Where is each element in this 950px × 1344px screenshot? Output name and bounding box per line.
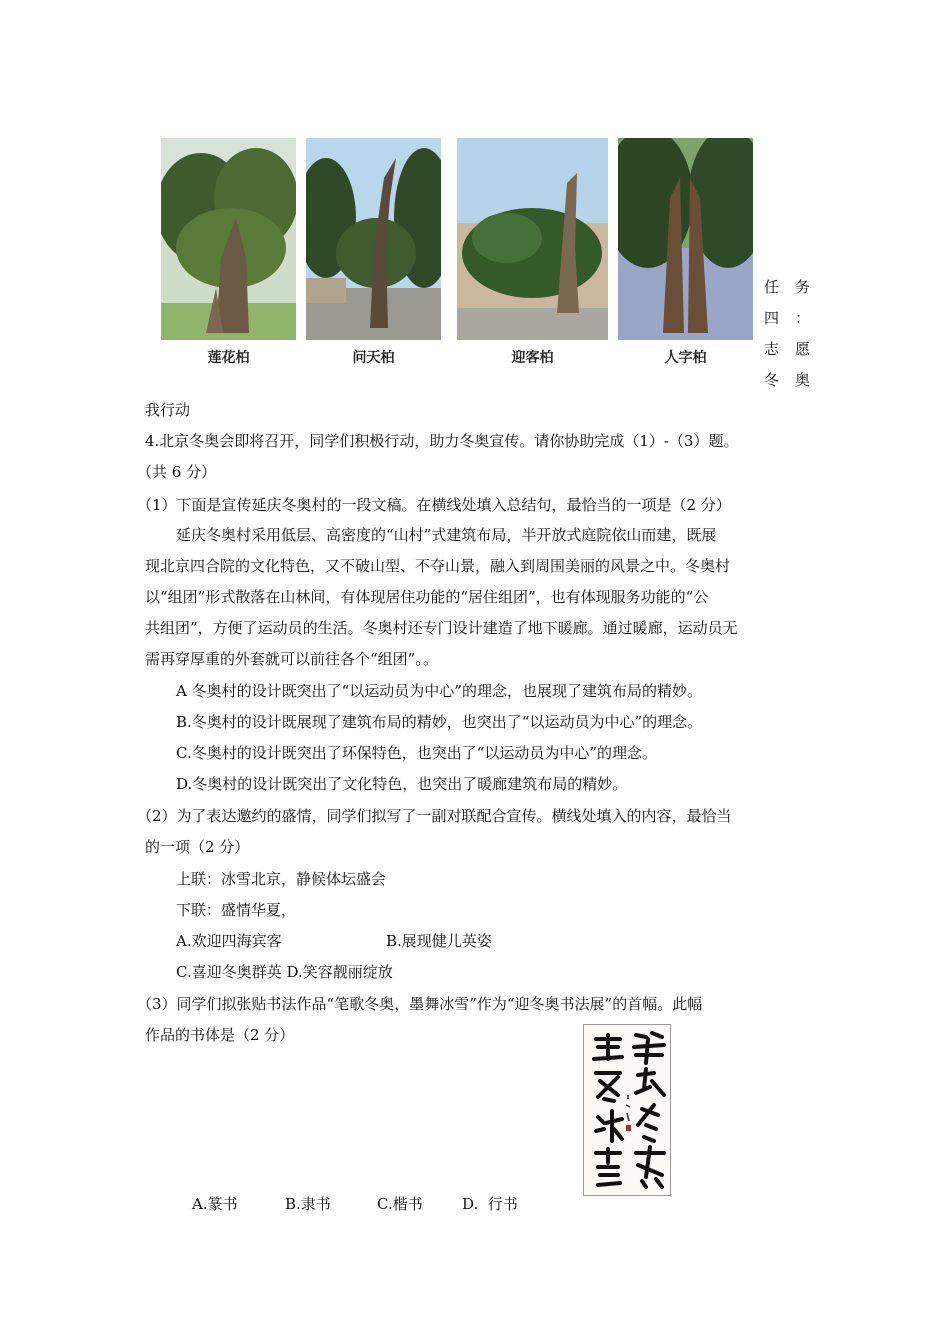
q4-part1-passage-line: 需再穿厚重的外套就可以前往各个“组团”。。	[145, 650, 438, 668]
q4-part1-stem: （1）下面是宣传延庆冬奥村的一段文稿。在横线处填入总结句，最恰当的一项是（2 分）	[137, 496, 731, 514]
task-heading-char: 奥	[794, 371, 810, 389]
photo-wentian-cypress	[306, 138, 441, 340]
task-heading-char: 冬	[764, 371, 780, 389]
task-heading-char: 愿	[794, 340, 810, 358]
q4-part2-option-cd: C.喜迎冬奥群英 D.笑容靓丽绽放	[176, 963, 393, 981]
task-heading-line	[764, 307, 810, 328]
photo-lianhua-cypress	[161, 138, 296, 340]
q4-part1-passage-line: 共组团”，方便了运动员的生活。冬奥村还专门设计建造了地下暖廊。通过暖廊，运动员无	[145, 619, 738, 637]
tree-image	[457, 138, 608, 340]
photo-caption: 迎客柏	[511, 350, 554, 366]
task-heading-char: 四	[764, 309, 780, 327]
task-heading-line	[764, 338, 810, 359]
photo-caption: 问天柏	[352, 350, 395, 366]
q4-part1-option-c: C.冬奥村的设计既突出了环保特色，也突出了“以运动员为中心”的理念。	[176, 744, 658, 762]
tree-image	[161, 138, 296, 340]
q4-part3-option-b: B.隶书	[285, 1195, 331, 1213]
q4-part3-option-a: A.篆书	[192, 1195, 238, 1213]
q4-intro-points: （共 6 分）	[137, 463, 217, 481]
q4-part1-option-b: B.冬奥村的设计既展现了建筑布局的精妙，也突出了“以运动员为中心”的理念。	[176, 713, 703, 731]
q4-part2-stem: （2）为了表达邀约的盛情，同学们拟写了一副对联配合宣传。横线处填入的内容，最恰当	[137, 807, 732, 825]
q4-part3-option-d: D. 行书	[462, 1195, 518, 1213]
q4-part2-option-b: B.展现健儿英姿	[386, 932, 492, 950]
task-heading-char: 务	[794, 278, 810, 296]
q4-part3-option-c: C.楷书	[377, 1195, 423, 1213]
q4-part1-passage-line: 以“组团”形式散落在山林间，有体现居住功能的“居住组团”，也有体现服务功能的“公	[145, 588, 709, 606]
photo-yingke-cypress	[457, 138, 608, 340]
task-heading-char: 志	[764, 340, 780, 358]
tree-image	[618, 138, 753, 340]
q4-part2-stem-cont: 的一项（2 分）	[145, 838, 250, 856]
q4-part1-option-d: D.冬奥村的设计既突出了文化特色，也突出了暖廊建筑布局的精妙。	[176, 775, 628, 793]
calligraphy-artwork	[583, 1024, 671, 1196]
tree-image	[306, 138, 441, 340]
task-heading-tail: 我行动	[145, 401, 191, 419]
q4-part2-lower-couplet: 下联：盛情华夏，	[176, 901, 297, 919]
q4-part3-stem-cont: 作品的书体是（2 分）	[145, 1026, 295, 1044]
photo-renzi-cypress	[618, 138, 753, 340]
q4-part3-stem: （3）同学们拟张贴书法作品“笔歌冬奥，墨舞冰雪”作为“迎冬奥书法展”的首幅。此幅	[137, 995, 703, 1013]
q4-part1-passage-line: 现北京四合院的文化特色，又不破山型、不夺山景，融入到周围美丽的风景之中。冬奥村	[145, 557, 731, 575]
photo-caption: 人字柏	[664, 350, 707, 366]
task-heading-char: 任	[764, 278, 780, 296]
q4-part2-upper-couplet: 上联：冰雪北京，静候体坛盛会	[176, 870, 387, 888]
calligraphy-image	[584, 1025, 670, 1195]
task-heading-char: ：	[794, 309, 810, 327]
task-heading-line	[764, 276, 810, 297]
task-heading-line	[764, 369, 810, 390]
q4-part2-option-a: A.欢迎四海宾客	[176, 932, 282, 950]
q4-part1-passage-line: 延庆冬奥村采用低层、高密度的“山村”式建筑布局，半开放式庭院依山而建，既展	[176, 526, 717, 544]
photo-caption: 莲花柏	[207, 350, 250, 366]
q4-part1-option-a: A 冬奥村的设计既突出了“以运动员为中心”的理念，也展现了建筑布局的精妙。	[176, 682, 702, 700]
q4-intro: 4.北京冬奥会即将召开，同学们积极行动，助力冬奥宣传。请你协助完成（1）-（3）题。	[145, 432, 739, 450]
